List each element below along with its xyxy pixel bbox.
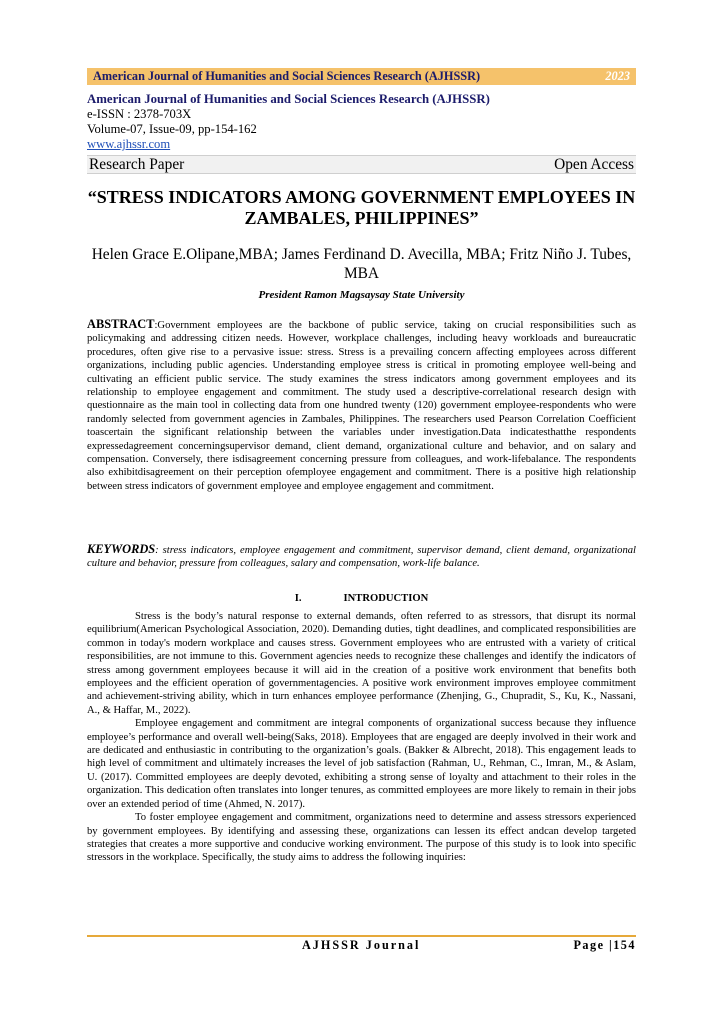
section-title: INTRODUCTION [343, 593, 429, 604]
paper-type-bar [87, 155, 636, 174]
keywords [87, 543, 636, 571]
abstract [87, 318, 636, 493]
footer-journal: AJHSSR Journal [302, 938, 421, 952]
body-paragraph: Employee engagement and commitment are integral components of organizational success because they influence employee’s performance and overall well-being(Saks, 2018). Employees that are engaged are deeply involved in their work and are dedicated and enthusiastic in contributing to the organization’s goals. (Bakker & Albrecht, 2018). This engagement leads to high level of commitment and ultimately increases the level of job satisfaction (Rahman, U., Rehman, C., Imran, M., & Aslam, U. (2017). Committed employees are deeply devoted, exhibiting a strong sense of loyalty and attachment to their roles in the organization. This dedication often translates into longer tenures, as committed employees are more likely to remain in their jobs over an extended period of time (Ahmed, N. 2017). [87, 718, 636, 810]
access-type: Open Access [554, 155, 634, 173]
paper-type: Research Paper [89, 155, 185, 173]
abstract-text: :Government employees are the backbone of public service, taking on crucial responsibilities such as policymaking and addressing citizen needs. However, workplace challenges, including heavy workloads and bureaucratic procedures, often give rise to a pervasive issue: stress. Stress is a prevailing concern affecting employees across different organizations, including public agencies. Understanding employee stress is critical in promoting employee well-being and cultivating an efficient public service. The study examines the stress indicators among government employees and its relationship to employee engagement and commitment. The study used a descriptive-correlational research design with questionnaire as the main tool in collecting data from one hundred twenty (120) government employee-respondents who were randomly selected from government agencies in Zambales, Philippines. The researchers used Pearson Correlation Coefficient toascertain the significant relationship between the variables under investigation.Data indicatesthatthe respondents expressedagreement concerningsupervisor demand, client demand, organizational culture and behavior, and on salary and compensation. Conversely, there isdisagreement concerning pressure from colleagues, and work-lifebalance. The respondents also exhibitdisagreement on their perception ofemployee engagement and commitment. There is a positive high relationship between stress indicators of government employee and employee engagement and commitment. [87, 320, 636, 492]
section-heading [87, 593, 636, 604]
section-number: I. [294, 593, 302, 604]
body-paragraph: To foster employee engagement and commitment, organizations need to determine and assess stressors experienced by government employees. By identifying and assessing these, organizations can lessen its effect andcan develop targeted strategies that creates a more supportive and conducive working environment. The purpose of this study is to look into specific stressors in the workplace. Specifically, the study aims to address the following inquiries: [87, 812, 636, 864]
footer-divider [87, 935, 636, 937]
journal-name: American Journal of Humanities and Social Sciences Research (AJHSSR) [87, 92, 490, 106]
journal-year: 2023 [605, 69, 630, 83]
page-number: Page |154 [573, 938, 636, 952]
body-paragraph: Stress is the body’s natural response to external demands, often referred to as stressors, that disrupt its normal equilibrium(American Psychological Association, 2020). Demanding duties, tight deadlines, and complicated responsibilities are common in today's modern workplace and causes stress. Government employees who are entrusted with a variety of critical responsibilities, are not immune to this. Government agencies needs to recognize these challenges and identify the indicators of stress among government employees because it will aid in the creation of a positive work environment that benefits both employees and the efficient operation of governmentagencies. A positive work environment improves employee commitment and achievement-striving ability, which in turn enhances employee performance (Zhenjing, G., Chupradit, S., Ku, K., Nassani, A., & Haffar, M., 2022). [87, 611, 636, 716]
journal-website-link[interactable]: www.ajhssr.com [87, 137, 171, 151]
keywords-label: KEYWORDS [87, 542, 156, 556]
abstract-label: ABSTRACT [87, 317, 155, 331]
introduction-body [87, 610, 636, 865]
issn: e-ISSN : 2378-703X [87, 107, 192, 121]
paper-authors: Helen Grace E.Olipane,MBA; James Ferdinand D. Avecilla, MBA; Fritz Niño J. Tubes, MBA [91, 246, 632, 282]
volume-info: Volume-07, Issue-09, pp-154-162 [87, 122, 257, 136]
paper-title: “STRESS INDICATORS AMONG GOVERNMENT EMPLOYEES IN ZAMBALES, PHILIPPINES” [87, 187, 636, 228]
journal-bar-title: American Journal of Humanities and Social Sciences Research (AJHSSR) [93, 69, 481, 83]
keywords-text: : stress indicators, employee engagement and commitment, supervisor demand, client demand, organizational culture and behavior, pressure from colleagues, salary and compensation, work-life balance. [87, 545, 636, 570]
page-footer [87, 938, 636, 953]
journal-header-bar [87, 68, 636, 85]
author-affiliation: President Ramon Magsaysay State University [258, 289, 465, 301]
